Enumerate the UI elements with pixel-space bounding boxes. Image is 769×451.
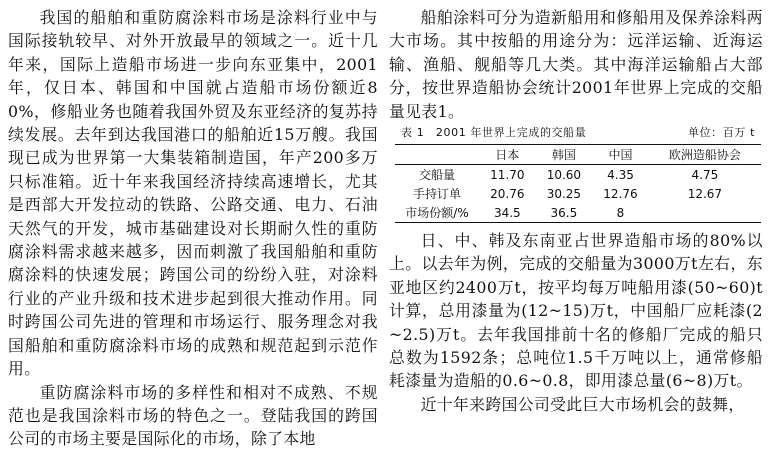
table-caption-unit: 单位：百万 t bbox=[687, 126, 755, 140]
table-header-cell: 日本 bbox=[495, 148, 520, 163]
table-header-cell: 中国 bbox=[608, 148, 633, 163]
paragraph-ship-coatings-intro: 船舶涂料可分为造新船用和修船用及保养涂料两大市场。其中按船的用途分为：远洋运输、近海运输、渔船、舰船等几大类。其中海洋运输船占大部分，按世界造船协会统计2001年世界上完成的交船量见表1。 bbox=[389, 8, 763, 121]
table-row-label: 市场份额/% bbox=[405, 206, 469, 221]
left-column bbox=[8, 6, 378, 451]
table-cell: 34.5 bbox=[493, 205, 521, 220]
table-cell: 10.60 bbox=[546, 167, 582, 182]
table-caption bbox=[389, 125, 763, 141]
table-cell: 12.67 bbox=[687, 186, 723, 201]
table-header-cell: 欧洲造船协会 bbox=[668, 148, 741, 163]
table-cell: 4.75 bbox=[691, 167, 719, 182]
table-caption-title: 表 1 2001 年世界上完成的交船量 bbox=[401, 126, 587, 140]
paragraph-east-asia-share: 日、中、韩及东南亚占世界造船市场的80%以上。以去年为例，完成的交船量为3000万t左右，东亚地区约2400万t，按平均每万吨船用漆(50~60)t计算，总用漆量为(12~15)万t，中国船厂应耗漆(2~2.5)万t。去年我国排前十名的修船厂完成的船只总数为1592条；总吨位1.5千万吨以上，通常修船耗漆量为造船的0.6~0.8，即用漆总量(6~8)万t。 bbox=[389, 231, 763, 391]
paragraph-anticorrosion-market: 重防腐涂料市场的多样性和相对不成熟、不规范也是我国涂料市场的特色之一。登陆我国的跨国公司的市场主要是国际化的市场，除了本地 bbox=[8, 382, 378, 449]
right-column bbox=[389, 6, 763, 416]
table-cell bbox=[649, 203, 761, 223]
table-row bbox=[395, 165, 761, 185]
table-row bbox=[395, 184, 761, 203]
table-cell: 36.5 bbox=[550, 205, 578, 220]
table-row-label: 交船量 bbox=[418, 168, 455, 183]
table-row-label: 手持订单 bbox=[412, 187, 461, 202]
table-header-row bbox=[395, 145, 761, 165]
paragraph-multinationals: 近十年来跨国公司受此巨大市场机会的鼓舞， bbox=[420, 394, 745, 414]
table-cell: 8 bbox=[616, 205, 625, 220]
after-table-text bbox=[389, 229, 763, 416]
table-row bbox=[395, 203, 761, 223]
table-header-cell bbox=[395, 145, 479, 165]
table-cell: 20.76 bbox=[490, 186, 525, 201]
table-cell: 11.70 bbox=[490, 167, 525, 182]
table-cell: 30.25 bbox=[546, 186, 582, 201]
table-header-cell: 韩国 bbox=[551, 148, 576, 163]
table-cell: 4.35 bbox=[607, 167, 634, 182]
table-cell: 12.76 bbox=[603, 186, 638, 201]
paragraph-market-overview: 我国的船舶和重防腐涂料市场是涂料行业中与国际接轨较早、对外开放最早的领域之一。近十几年来，国际上造船市场进一步向东亚集中，2001年，仅日本、韩国和中国就占造船市场份额近80%，修船业务也随着我国外贸及东亚经济的复苏持续发展。去年到达我国港口的船舶近15万艘。我国现已成为世界第一大集装箱制造国，年产200多万只标准箱。近十年来我国经济持续高速增长，尤其是西部大开发拉动的铁路、公路交通、电力、石油天然气的开发，城市基础建设对长期耐久性的重防腐涂料需求越来越多，因而刺激了我国船舶和重防腐涂料的快速发展；跨国公司的纷纷入驻，对涂料行业的产业升级和技术进步起到很大推动作用。同时跨国公司先进的管理和市场运行、服务理念对我国船舶和重防腐涂料市场的成熟和规范起到示范作用。 bbox=[8, 8, 378, 379]
ship-delivery-table bbox=[395, 144, 761, 223]
